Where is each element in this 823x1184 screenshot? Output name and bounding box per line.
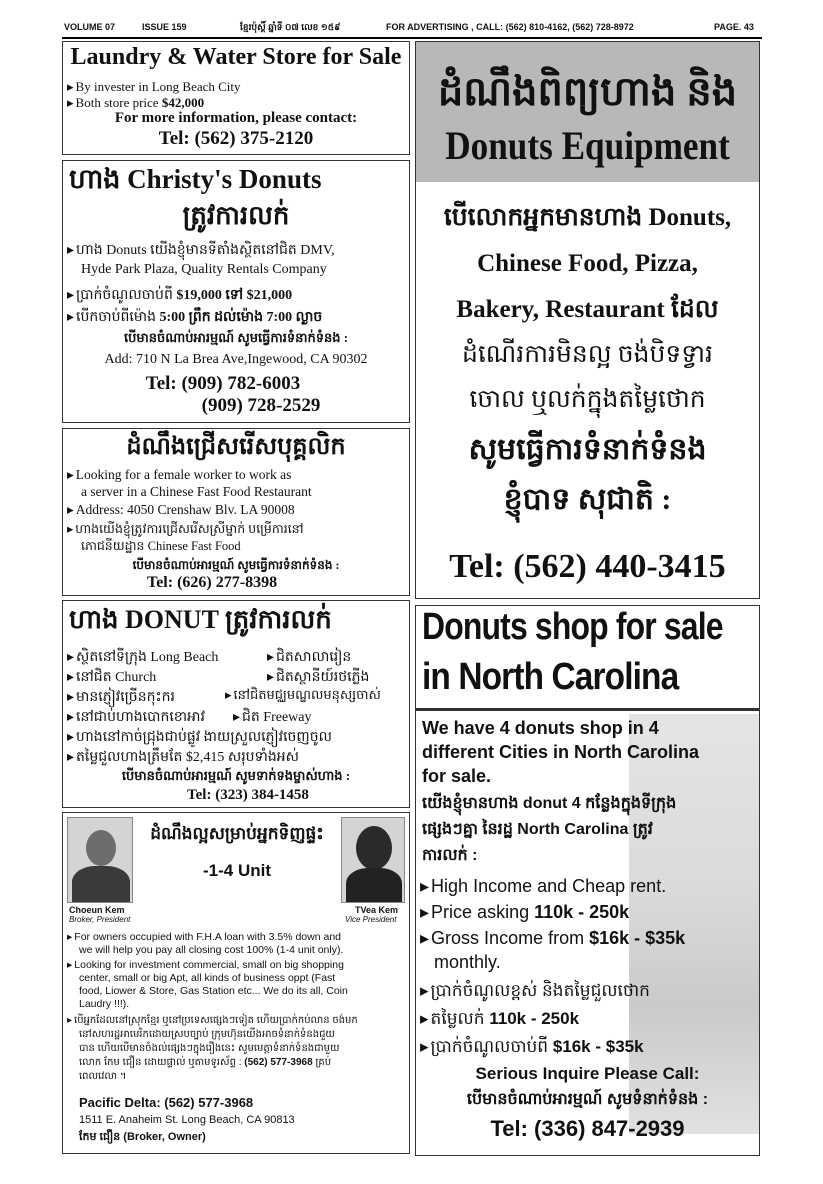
ad-line: ផ្សេងៗគ្នា នៃរដ្ឋ North Carolina ត្រូវ <box>422 821 653 838</box>
ad-donuts-equipment <box>415 41 760 599</box>
ad-title: ដំណឹងល្អសម្រាប់អ្នកទិញផ្ទះ <box>150 824 324 843</box>
ad-line: ពេលវេលា ។ <box>79 1071 127 1082</box>
ad-title: ហាង DONUT ត្រូវការលក់ <box>69 605 332 634</box>
ad-line: ▸ Address: 4050 Crenshaw Blv. LA 90008 <box>67 502 295 518</box>
ad-christys-donuts <box>62 160 410 423</box>
ad-tel: Tel: (562) 375-2120 <box>158 128 314 149</box>
ad-line: ▸ By invester in Long Beach City <box>67 79 241 95</box>
ad-line: ▸ ប្រាក់ចំណូលចាប់ពី $19,000 ទៅ $21,000 <box>67 285 292 306</box>
ad-line: ភោជនីយដ្ឋាន Chinese Fast Food <box>81 539 241 553</box>
ad-line: ▸ ជិតសាលារៀន <box>267 647 351 668</box>
ad-line: food, Liower & Store, Gas Station etc... We do its all, Coin <box>79 985 348 997</box>
ad-line: ▸ Looking for a female worker to work as <box>67 467 291 483</box>
person-name: TVea Kem <box>355 905 399 915</box>
issue-label: ISSUE 159 <box>142 22 187 32</box>
ad-line: Bakery, Restaurant ដែល <box>456 296 719 323</box>
ad-line: បាន ហើយបើមានចំងល់ផ្សេងៗក្នុងរឿងនេះ សូមមេត្តាទំនាក់ទំនងជាមួយ <box>79 1043 340 1054</box>
ad-line: បើលោកអ្នកមានហាង Donuts, <box>443 204 732 231</box>
ad-line: ▸ High Income and Cheap rent. <box>420 876 666 897</box>
ad-title: Laundry & Water Store for Sale <box>70 44 402 70</box>
ad-title: ដំណឹងជ្រើសរើសបុគ្គលិក <box>126 434 346 460</box>
ad-tel: Tel: (909) 782-6003 <box>145 373 301 394</box>
ad-line: ▸ នៅជាប់ហាងបោកខោអាវ <box>67 707 205 728</box>
ad-line: ▸ ហាងនៅកាច់ជ្រុងជាប់ផ្លូវ ងាយស្រួលភ្ញៀវចេញចូល <box>67 727 332 748</box>
ad-line: ▸ Gross Income from $16k - $35k <box>420 928 685 949</box>
ad-line: ▸ មានភ្ញៀវច្រើនកុះករ <box>67 687 175 708</box>
ad-line: ការលក់ : <box>422 847 478 864</box>
ad-donut-for-sale <box>62 600 410 808</box>
person-name: Choeun Kem <box>69 905 125 915</box>
ad-tel: Tel: (626) 277-8398 <box>147 574 278 591</box>
ad-contact: បើមានចំណាប់អារម្មណ៍ សូមទំនាក់ទំនង : <box>466 1091 709 1108</box>
ad-line: ចោល ឬលក់ក្នុងតម្លៃថោក <box>469 386 706 413</box>
ad-call: Serious Inquire Please Call: <box>475 1064 700 1083</box>
ad-line: ដំណើរការមិនល្អ ចង់បិទទ្វារ <box>461 341 713 368</box>
ad-line: ▸ For owners occupied with F.H.A loan with 3.5% down and <box>67 931 341 943</box>
ad-line: We have 4 donuts shop in 4 <box>422 718 659 738</box>
ad-title: ហាង Christy's Donuts <box>69 164 322 194</box>
ad-line: for sale. <box>422 766 492 786</box>
ad-line: ▸ ស្ថិតនៅទីក្រុង Long Beach <box>67 647 218 668</box>
ad-line: ▸ តម្លៃជួលហាងត្រឹមតែ $2,415 សរុបទាំងអស់ <box>67 747 299 768</box>
ad-company: Pacific Delta: (562) 577-3968 <box>79 1095 254 1110</box>
ad-contact: បើមានចំណាប់អារម្មណ៍ សូមធ្វើការទំនាក់ទំនង : <box>132 558 340 572</box>
ad-contact: បើមានចំណាប់អារម្មណ៍ សូមទាក់ទងម្ចាស់ហាង : <box>121 768 351 783</box>
ad-north-carolina <box>415 605 760 1156</box>
photo-choeun-kem <box>67 817 133 903</box>
khmer-issue-label: ខ្មែរប៉ុស្តិ៍ ឆ្នាំទី ០៧ លេខ ១៥៩ <box>240 22 341 32</box>
ad-line: លោក កែម ជឿន ដោយផ្ទាល់ ឬតាមទូរស័ព្ទ : (562) 577-3968 គ្រប់ <box>79 1057 332 1068</box>
ad-line: ▸ បើអ្នកដែលនៅស្រុកខ្មែរ ឬនៅប្រទេសផ្សេងៗទៀត ហើយប្រាក់កប់លាន ចង់មក <box>67 1013 358 1028</box>
ad-hiring <box>62 428 410 596</box>
ad-line: ▸ បើកចាប់ពីម៉ោង 5:00 ព្រឹក ដល់ម៉ោង 7:00 ល្ងាច <box>67 307 322 328</box>
ad-line: different Cities in North Carolina <box>422 742 700 762</box>
ad-line: នៅសហរដ្ឋអាមេរិកដោយស្របច្បាប់ ក្រុមហ៊ុនយើងអាចទំនាក់ទំនងជួយ <box>79 1029 335 1040</box>
ad-tel: Tel: (323) 384-1458 <box>187 787 309 803</box>
ad-line: សូមធ្វើការទំនាក់ទំនង <box>468 433 707 466</box>
person-role: Vice President <box>345 915 397 924</box>
ad-address: Add: 710 N La Brea Ave,Ingewood, CA 90302 <box>104 352 368 367</box>
ad-line: យើងខ្ញុំមានហាង donut 4 កន្លែងក្នុងទីក្រុង <box>422 795 677 812</box>
advertising-line: FOR ADVERTISING , CALL: (562) 810-4162, (562) 728-8972 <box>386 22 634 32</box>
ad-line: ▸ ប្រាក់ចំណូលចាប់ពី $16k - $35k <box>420 1036 644 1061</box>
ad-line: ▸ Looking for investment commercial, small on big shopping <box>67 959 344 971</box>
page-number: PAGE. 43 <box>714 22 754 32</box>
ad-title: Donuts Equipment <box>445 123 730 168</box>
ad-line: we will help you pay all closing cost 100% (1-4 unit only). <box>79 944 344 956</box>
ad-line: monthly. <box>434 952 501 972</box>
ad-contact: បើមានចំណាប់អារម្មណ៍ សូមធ្វើការទំនាក់ទំនង : <box>123 330 349 345</box>
ad-line: ▸ នៅជិត Church <box>67 667 156 688</box>
ad-tel: Tel: (336) 847-2939 <box>490 1116 685 1141</box>
ad-subtitle: ត្រូវការលក់ <box>182 201 290 230</box>
ad-units: -1-4 Unit <box>203 861 271 880</box>
ad-laundry <box>62 41 410 155</box>
ad-line: ▸ ជិតស្ថានីយ៍រថភ្លើង <box>267 667 369 688</box>
header-rule <box>62 37 762 39</box>
ad-title-khmer: ដំណឹងពិព្យហាង និង <box>437 69 738 114</box>
person-role: Broker, President <box>69 915 131 924</box>
ad-tel: Tel: (562) 440-3415 <box>449 548 726 585</box>
ad-line: a server in a Chinese Fast Food Restaurant <box>81 484 312 499</box>
ad-line: ▸ Price asking 110k - 250k <box>420 902 629 923</box>
ad-address: 1511 E. Anaheim St. Long Beach, CA 90813 <box>79 1114 295 1126</box>
volume-label: VOLUME 07 <box>64 22 116 32</box>
ad-title: Donuts shop for sale <box>422 606 723 648</box>
page-header <box>62 22 762 36</box>
title-rule <box>416 708 759 711</box>
ad-line: ខ្ញុំបាទ សុជាតិ : <box>503 483 672 516</box>
ad-line: ▸ ជិត Freeway <box>233 707 312 728</box>
ad-tel: (909) 728-2529 <box>201 395 321 416</box>
ad-line: ▸ ប្រាក់ចំណូលខ្ពស់ និងតម្លៃជួលថោក <box>420 980 650 1005</box>
ad-line: ▸ ហាង Donuts យើងខ្ញុំមានទីតាំងស្ថិតនៅជិត DMV, <box>67 240 335 261</box>
ad-line: ▸ នៅជិតមជ្ឈមណ្ឌលមនុស្សចាស់ <box>225 687 381 706</box>
ad-contact: For more information, please contact: <box>114 110 358 126</box>
ad-title: in North Carolina <box>422 656 679 698</box>
ad-line: Hyde Park Plaza, Quality Rentals Company <box>81 262 327 277</box>
ad-line: ▸ តម្លៃលក់ 110k - 250k <box>420 1008 579 1033</box>
ad-line: ▸ ហាងយើងខ្ញុំត្រូវការជ្រើសរើសស្រីម្នាក់ បម្រើការនៅ <box>67 521 304 540</box>
ad-line: ▸ Both store price $42,000 <box>67 95 204 111</box>
ad-home-loan <box>62 812 410 1154</box>
ad-signature: កែម ជឿន (Broker, Owner) <box>79 1131 206 1143</box>
ad-line: Chinese Food, Pizza, <box>477 250 698 277</box>
ad-line: Laudry !!!). <box>79 998 130 1010</box>
photo-tvea-kem <box>341 817 405 903</box>
ad-line: center, small or big Apt, all kinds of business oppt (Fast <box>79 972 336 984</box>
